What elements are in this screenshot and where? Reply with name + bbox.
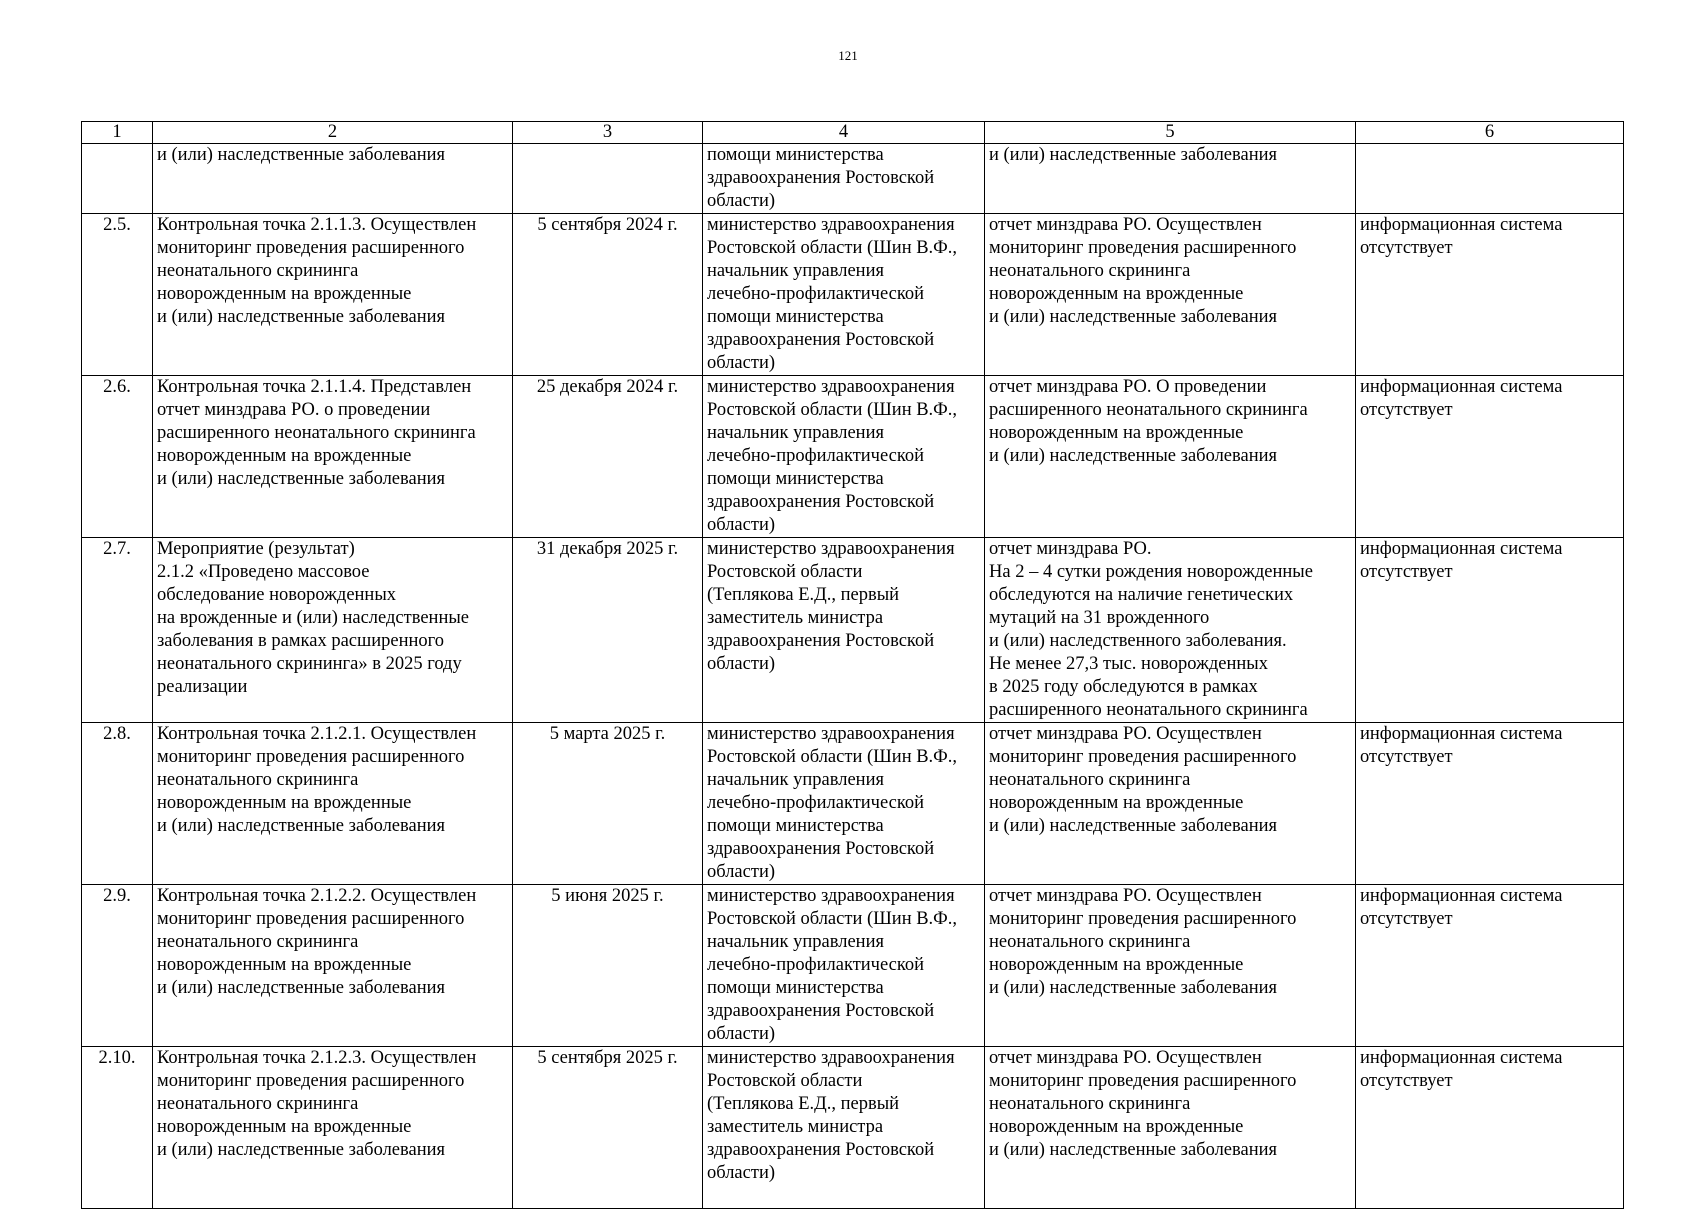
responsible-party: министерство здравоохранения Ростовской области (Теплякова Е.Д., первый заместитель министра здравоохранения Ростовской области) bbox=[703, 538, 985, 723]
information-system: информационная система отсутствует bbox=[1356, 376, 1624, 538]
table-row bbox=[82, 214, 1624, 376]
deadline-date: 31 декабря 2025 г. bbox=[513, 538, 703, 723]
result-description: отчет минздрава РО. Осуществлен мониторинг проведения расширенного неонатального скрининга новорожденным на врожденные и (или) наследственные заболевания bbox=[985, 885, 1356, 1047]
result-description: и (или) наследственные заболевания bbox=[985, 144, 1356, 214]
responsible-party: министерство здравоохранения Ростовской области (Теплякова Е.Д., первый заместитель министра здравоохранения Ростовской области) bbox=[703, 1047, 985, 1209]
row-number: 2.7. bbox=[82, 538, 153, 723]
event-name: и (или) наследственные заболевания bbox=[153, 144, 513, 214]
table-row bbox=[82, 144, 1624, 214]
table-header-row bbox=[82, 122, 1624, 144]
event-name: Контрольная точка 2.1.2.3. Осуществлен мониторинг проведения расширенного неонатального скрининга новорожденным на врожденные и (или) наследственные заболевания bbox=[153, 1047, 513, 1209]
table-row bbox=[82, 376, 1624, 538]
column-header: 4 bbox=[703, 122, 985, 144]
result-description: отчет минздрава РО. Осуществлен мониторинг проведения расширенного неонатального скрининга новорожденным на врожденные и (или) наследственные заболевания bbox=[985, 214, 1356, 376]
table-row bbox=[82, 538, 1624, 723]
row-number: 2.8. bbox=[82, 723, 153, 885]
event-name: Контрольная точка 2.1.1.4. Представлен отчет минздрава РО. о проведении расширенного неонатального скрининга новорожденным на врожденные и (или) наследственные заболевания bbox=[153, 376, 513, 538]
column-header: 6 bbox=[1356, 122, 1624, 144]
event-name: Контрольная точка 2.1.2.1. Осуществлен мониторинг проведения расширенного неонатального скрининга новорожденным на врожденные и (или) наследственные заболевания bbox=[153, 723, 513, 885]
responsible-party: министерство здравоохранения Ростовской области (Шин В.Ф., начальник управления лечебно-профилактической помощи министерства здравоохранения Ростовской области) bbox=[703, 723, 985, 885]
page-number: 121 bbox=[838, 48, 858, 63]
deadline-date: 25 декабря 2024 г. bbox=[513, 376, 703, 538]
table-row bbox=[82, 723, 1624, 885]
information-system: информационная система отсутствует bbox=[1356, 1047, 1624, 1209]
information-system: информационная система отсутствует bbox=[1356, 538, 1624, 723]
column-header: 5 bbox=[985, 122, 1356, 144]
responsible-party: министерство здравоохранения Ростовской области (Шин В.Ф., начальник управления лечебно-профилактической помощи министерства здравоохранения Ростовской области) bbox=[703, 376, 985, 538]
deadline-date: 5 сентября 2025 г. bbox=[513, 1047, 703, 1209]
table-row bbox=[82, 1047, 1624, 1209]
result-description: отчет минздрава РО. Осуществлен мониторинг проведения расширенного неонатального скрининга новорожденным на врожденные и (или) наследственные заболевания bbox=[985, 723, 1356, 885]
row-number: 2.6. bbox=[82, 376, 153, 538]
row-number: 2.5. bbox=[82, 214, 153, 376]
row-number bbox=[82, 144, 153, 214]
result-description: отчет минздрава РО. На 2 – 4 сутки рождения новорожденные обследуются на наличие генетических мутаций на 31 врожденного и (или) наследственного заболевания. Не менее 27,3 тыс. новорожденных в 2025 году обследуются в рамках расширенного неонатального скрининга bbox=[985, 538, 1356, 723]
responsible-party: министерство здравоохранения Ростовской области (Шин В.Ф., начальник управления лечебно-профилактической помощи министерства здравоохранения Ростовской области) bbox=[703, 214, 985, 376]
row-number: 2.10. bbox=[82, 1047, 153, 1209]
deadline-date: 5 июня 2025 г. bbox=[513, 885, 703, 1047]
deadline-date: 5 марта 2025 г. bbox=[513, 723, 703, 885]
information-system bbox=[1356, 144, 1624, 214]
row-number: 2.9. bbox=[82, 885, 153, 1047]
information-system: информационная система отсутствует bbox=[1356, 723, 1624, 885]
event-name: Контрольная точка 2.1.2.2. Осуществлен мониторинг проведения расширенного неонатального скрининга новорожденным на врожденные и (или) наследственные заболевания bbox=[153, 885, 513, 1047]
column-header: 3 bbox=[513, 122, 703, 144]
plan-table bbox=[81, 121, 1624, 1209]
information-system: информационная система отсутствует bbox=[1356, 885, 1624, 1047]
event-name: Мероприятие (результат) 2.1.2 «Проведено массовое обследование новорожденных на врожденные и (или) наследственные заболевания в рамках расширенного неонатального скрининга» в 2025 году реализации bbox=[153, 538, 513, 723]
column-header: 1 bbox=[82, 122, 153, 144]
result-description: отчет минздрава РО. Осуществлен мониторинг проведения расширенного неонатального скрининга новорожденным на врожденные и (или) наследственные заболевания bbox=[985, 1047, 1356, 1209]
information-system: информационная система отсутствует bbox=[1356, 214, 1624, 376]
column-header: 2 bbox=[153, 122, 513, 144]
event-name: Контрольная точка 2.1.1.3. Осуществлен мониторинг проведения расширенного неонатального скрининга новорожденным на врожденные и (или) наследственные заболевания bbox=[153, 214, 513, 376]
table-row bbox=[82, 885, 1624, 1047]
deadline-date: 5 сентября 2024 г. bbox=[513, 214, 703, 376]
responsible-party: министерство здравоохранения Ростовской области (Шин В.Ф., начальник управления лечебно-профилактической помощи министерства здравоохранения Ростовской области) bbox=[703, 885, 985, 1047]
responsible-party: помощи министерства здравоохранения Ростовской области) bbox=[703, 144, 985, 214]
result-description: отчет минздрава РО. О проведении расширенного неонатального скрининга новорожденным на врожденные и (или) наследственные заболевания bbox=[985, 376, 1356, 538]
deadline-date bbox=[513, 144, 703, 214]
